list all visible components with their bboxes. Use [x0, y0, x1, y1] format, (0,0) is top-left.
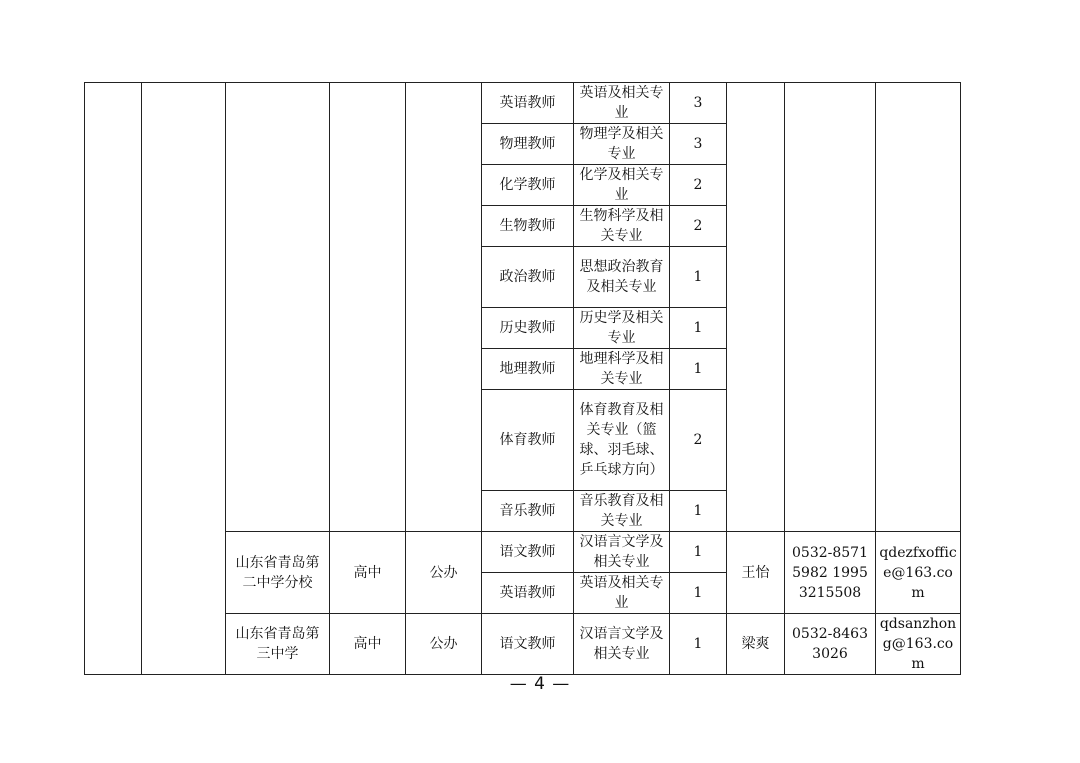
position-cell: 英语教师: [482, 83, 574, 124]
recruitment-table: [84, 82, 961, 675]
position-cell: 政治教师: [482, 247, 574, 308]
major-cell: 体育教育及相关专业（篮球、羽毛球、乒乓球方向）: [574, 390, 670, 491]
contact-cell-continued: [727, 83, 785, 532]
position-cell: 历史教师: [482, 308, 574, 349]
school-type-cell: 公办: [406, 532, 482, 614]
count-cell: 2: [670, 390, 727, 491]
phone-cell: 0532-85715982 19953215508: [785, 532, 876, 614]
major-cell: 物理学及相关专业: [574, 124, 670, 165]
position-cell: 体育教师: [482, 390, 574, 491]
major-cell: 历史学及相关专业: [574, 308, 670, 349]
major-cell: 地理科学及相关专业: [574, 349, 670, 390]
major-cell: 英语及相关专业: [574, 573, 670, 614]
position-cell: 音乐教师: [482, 491, 574, 532]
position-cell: 语文教师: [482, 614, 574, 675]
count-cell: 3: [670, 124, 727, 165]
contact-cell: 梁爽: [727, 614, 785, 675]
position-cell: 化学教师: [482, 165, 574, 206]
count-cell: 1: [670, 308, 727, 349]
school-name-cell: 山东省青岛第三中学: [226, 614, 330, 675]
major-cell: 生物科学及相关专业: [574, 206, 670, 247]
major-cell: 音乐教育及相关专业: [574, 491, 670, 532]
position-cell: 生物教师: [482, 206, 574, 247]
count-cell: 1: [670, 349, 727, 390]
major-cell: 英语及相关专业: [574, 83, 670, 124]
blank-cell-col1: [85, 83, 142, 675]
count-cell: 1: [670, 573, 727, 614]
count-cell: 1: [670, 247, 727, 308]
school-level-cell: 高中: [330, 532, 406, 614]
major-cell: 化学及相关专业: [574, 165, 670, 206]
school-name-cell-continued: [226, 83, 330, 532]
school-level-cell-continued: [330, 83, 406, 532]
count-cell: 1: [670, 532, 727, 573]
school-name-cell: 山东省青岛第二中学分校: [226, 532, 330, 614]
count-cell: 1: [670, 491, 727, 532]
count-cell: 3: [670, 83, 727, 124]
page-number: — 4 —: [509, 674, 571, 694]
major-cell: 汉语言文学及相关专业: [574, 614, 670, 675]
email-cell: qdsanzhong@163.com: [876, 614, 961, 675]
position-cell: 地理教师: [482, 349, 574, 390]
email-cell-continued: [876, 83, 961, 532]
school-type-cell: 公办: [406, 614, 482, 675]
count-cell: 2: [670, 206, 727, 247]
count-cell: 1: [670, 614, 727, 675]
count-cell: 2: [670, 165, 727, 206]
email-cell: qdezfxoffice@163.com: [876, 532, 961, 614]
major-cell: 思想政治教育及相关专业: [574, 247, 670, 308]
school-level-cell: 高中: [330, 614, 406, 675]
major-cell: 汉语言文学及相关专业: [574, 532, 670, 573]
position-cell: 语文教师: [482, 532, 574, 573]
position-cell: 物理教师: [482, 124, 574, 165]
contact-cell: 王怡: [727, 532, 785, 614]
position-cell: 英语教师: [482, 573, 574, 614]
phone-cell-continued: [785, 83, 876, 532]
school-type-cell-continued: [406, 83, 482, 532]
phone-cell: 0532-84633026: [785, 614, 876, 675]
blank-cell-col2: [142, 83, 226, 675]
